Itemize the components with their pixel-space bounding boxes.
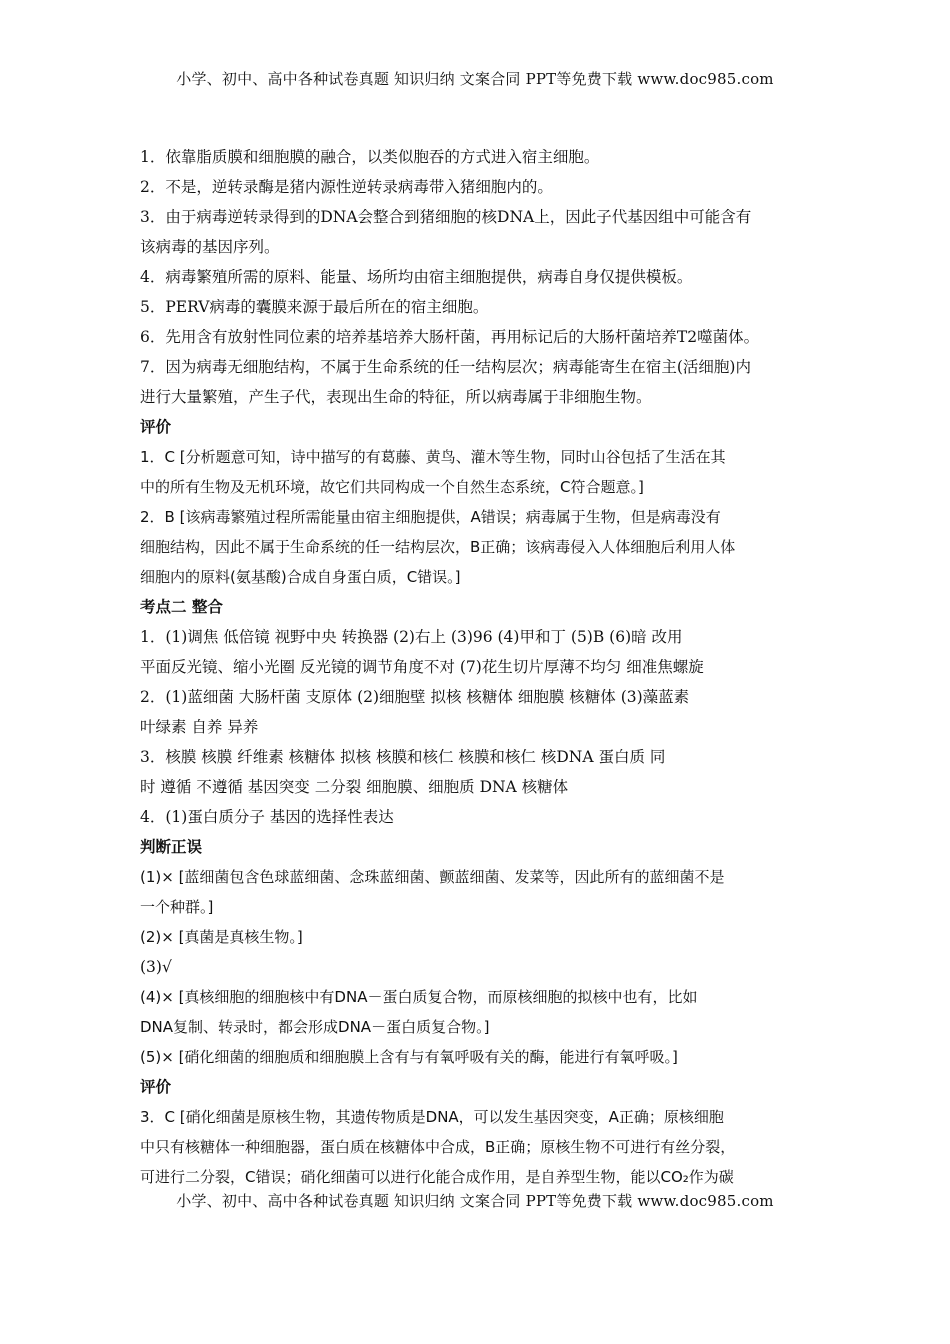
text-line: (2)× [真菌是真核生物。] — [140, 928, 303, 946]
text-line: 6．先用含有放射性同位素的培养基培养大肠杆菌，再用标记后的大肠杆菌培养T2噬菌体。 — [140, 328, 760, 346]
text-line: (3)√ — [140, 958, 172, 976]
text-line: 3．C [硝化细菌是原核生物，其遗传物质是DNA，可以发生基因突变，A正确；原核细胞 — [140, 1108, 724, 1126]
section-heading: 判断正误 — [140, 837, 203, 856]
text-line: (5)× [硝化细菌的细胞质和细胞膜上含有与有氧呼吸有关的酶，能进行有氧呼吸。] — [140, 1048, 678, 1066]
text-line: 3．核膜 核膜 纤维素 核糖体 拟核 核膜和核仁 核膜和核仁 核DNA 蛋白质 同 — [140, 748, 666, 766]
text-line: 5．PERV病毒的囊膜来源于最后所在的宿主细胞。 — [140, 298, 489, 316]
text-line: 细胞结构，因此不属于生命系统的任一结构层次，B正确；该病毒侵入人体细胞后利用人体 — [140, 538, 736, 556]
text-line: 平面反光镜、缩小光圈 反光镜的调节角度不对 (7)花生切片厚薄不均匀 细准焦螺旋 — [140, 658, 704, 676]
section-heading: 评价 — [140, 1077, 172, 1096]
text-line: 中只有核糖体一种细胞器，蛋白质在核糖体中合成，B正确；原核生物不可进行有丝分裂， — [140, 1138, 736, 1156]
answer-content — [140, 142, 812, 1192]
text-line: (1)× [蓝细菌包含色球蓝细菌、念珠蓝细菌、颤蓝细菌、发菜等，因此所有的蓝细菌不是 — [140, 868, 725, 886]
text-line: 2．B [该病毒繁殖过程所需能量由宿主细胞提供，A错误；病毒属于生物，但是病毒没有 — [140, 508, 721, 526]
text-line: DNA复制、转录时，都会形成DNA－蛋白质复合物。] — [140, 1018, 490, 1036]
text-line: 2．不是，逆转录酶是猪内源性逆转录病毒带入猪细胞内的。 — [140, 178, 553, 196]
text-line: 1．C [分析题意可知，诗中描写的有葛藤、黄鸟、灌木等生物，同时山谷包括了生活在其 — [140, 448, 726, 466]
text-line: 3．由于病毒逆转录得到的DNA会整合到猪细胞的核DNA上，因此子代基因组中可能含有 — [140, 208, 752, 226]
section-heading: 考点二 整合 — [140, 597, 223, 616]
text-line: 进行大量繁殖，产生子代，表现出生命的特征，所以病毒属于非细胞生物。 — [140, 388, 652, 406]
text-line: 7．因为病毒无细胞结构，不属于生命系统的任一结构层次；病毒能寄生在宿主(活细胞)内 — [140, 358, 751, 376]
text-line: 一个种群。] — [140, 898, 214, 916]
text-line: 中的所有生物及无机环境，故它们共同构成一个自然生态系统，C符合题意。] — [140, 478, 644, 496]
page-footer: 小学、初中、高中各种试卷真题 知识归纳 文案合同 PPT等免费下载 www.doc985.com — [176, 1192, 774, 1210]
text-line: 1．(1)调焦 低倍镜 视野中央 转换器 (2)右上 (3)96 (4)甲和丁 (5)B (6)暗 改用 — [140, 628, 683, 646]
text-line: (4)× [真核细胞的细胞核中有DNA－蛋白质复合物，而原核细胞的拟核中也有，比如 — [140, 988, 698, 1006]
text-line: 叶绿素 自养 异养 — [140, 718, 259, 736]
text-line: 2．(1)蓝细菌 大肠杆菌 支原体 (2)细胞壁 拟核 核糖体 细胞膜 核糖体 (3)藻蓝素 — [140, 688, 690, 706]
text-line: 该病毒的基因序列。 — [140, 238, 280, 256]
text-line: 时 遵循 不遵循 基因突变 二分裂 细胞膜、细胞质 DNA 核糖体 — [140, 778, 569, 796]
text-line: 细胞内的原料(氨基酸)合成自身蛋白质，C错误。] — [140, 568, 461, 586]
section-heading: 评价 — [140, 417, 172, 436]
text-line: 可进行二分裂，C错误；硝化细菌可以进行化能合成作用，是自养型生物，能以CO₂作为碳 — [140, 1168, 734, 1186]
page-header: 小学、初中、高中各种试卷真题 知识归纳 文案合同 PPT等免费下载 www.doc985.com — [176, 70, 774, 88]
text-line: 4．(1)蛋白质分子 基因的选择性表达 — [140, 808, 394, 826]
text-line: 4．病毒繁殖所需的原料、能量、场所均由宿主细胞提供，病毒自身仅提供模板。 — [140, 268, 693, 286]
text-line: 1．依靠脂质膜和细胞膜的融合，以类似胞吞的方式进入宿主细胞。 — [140, 148, 600, 166]
